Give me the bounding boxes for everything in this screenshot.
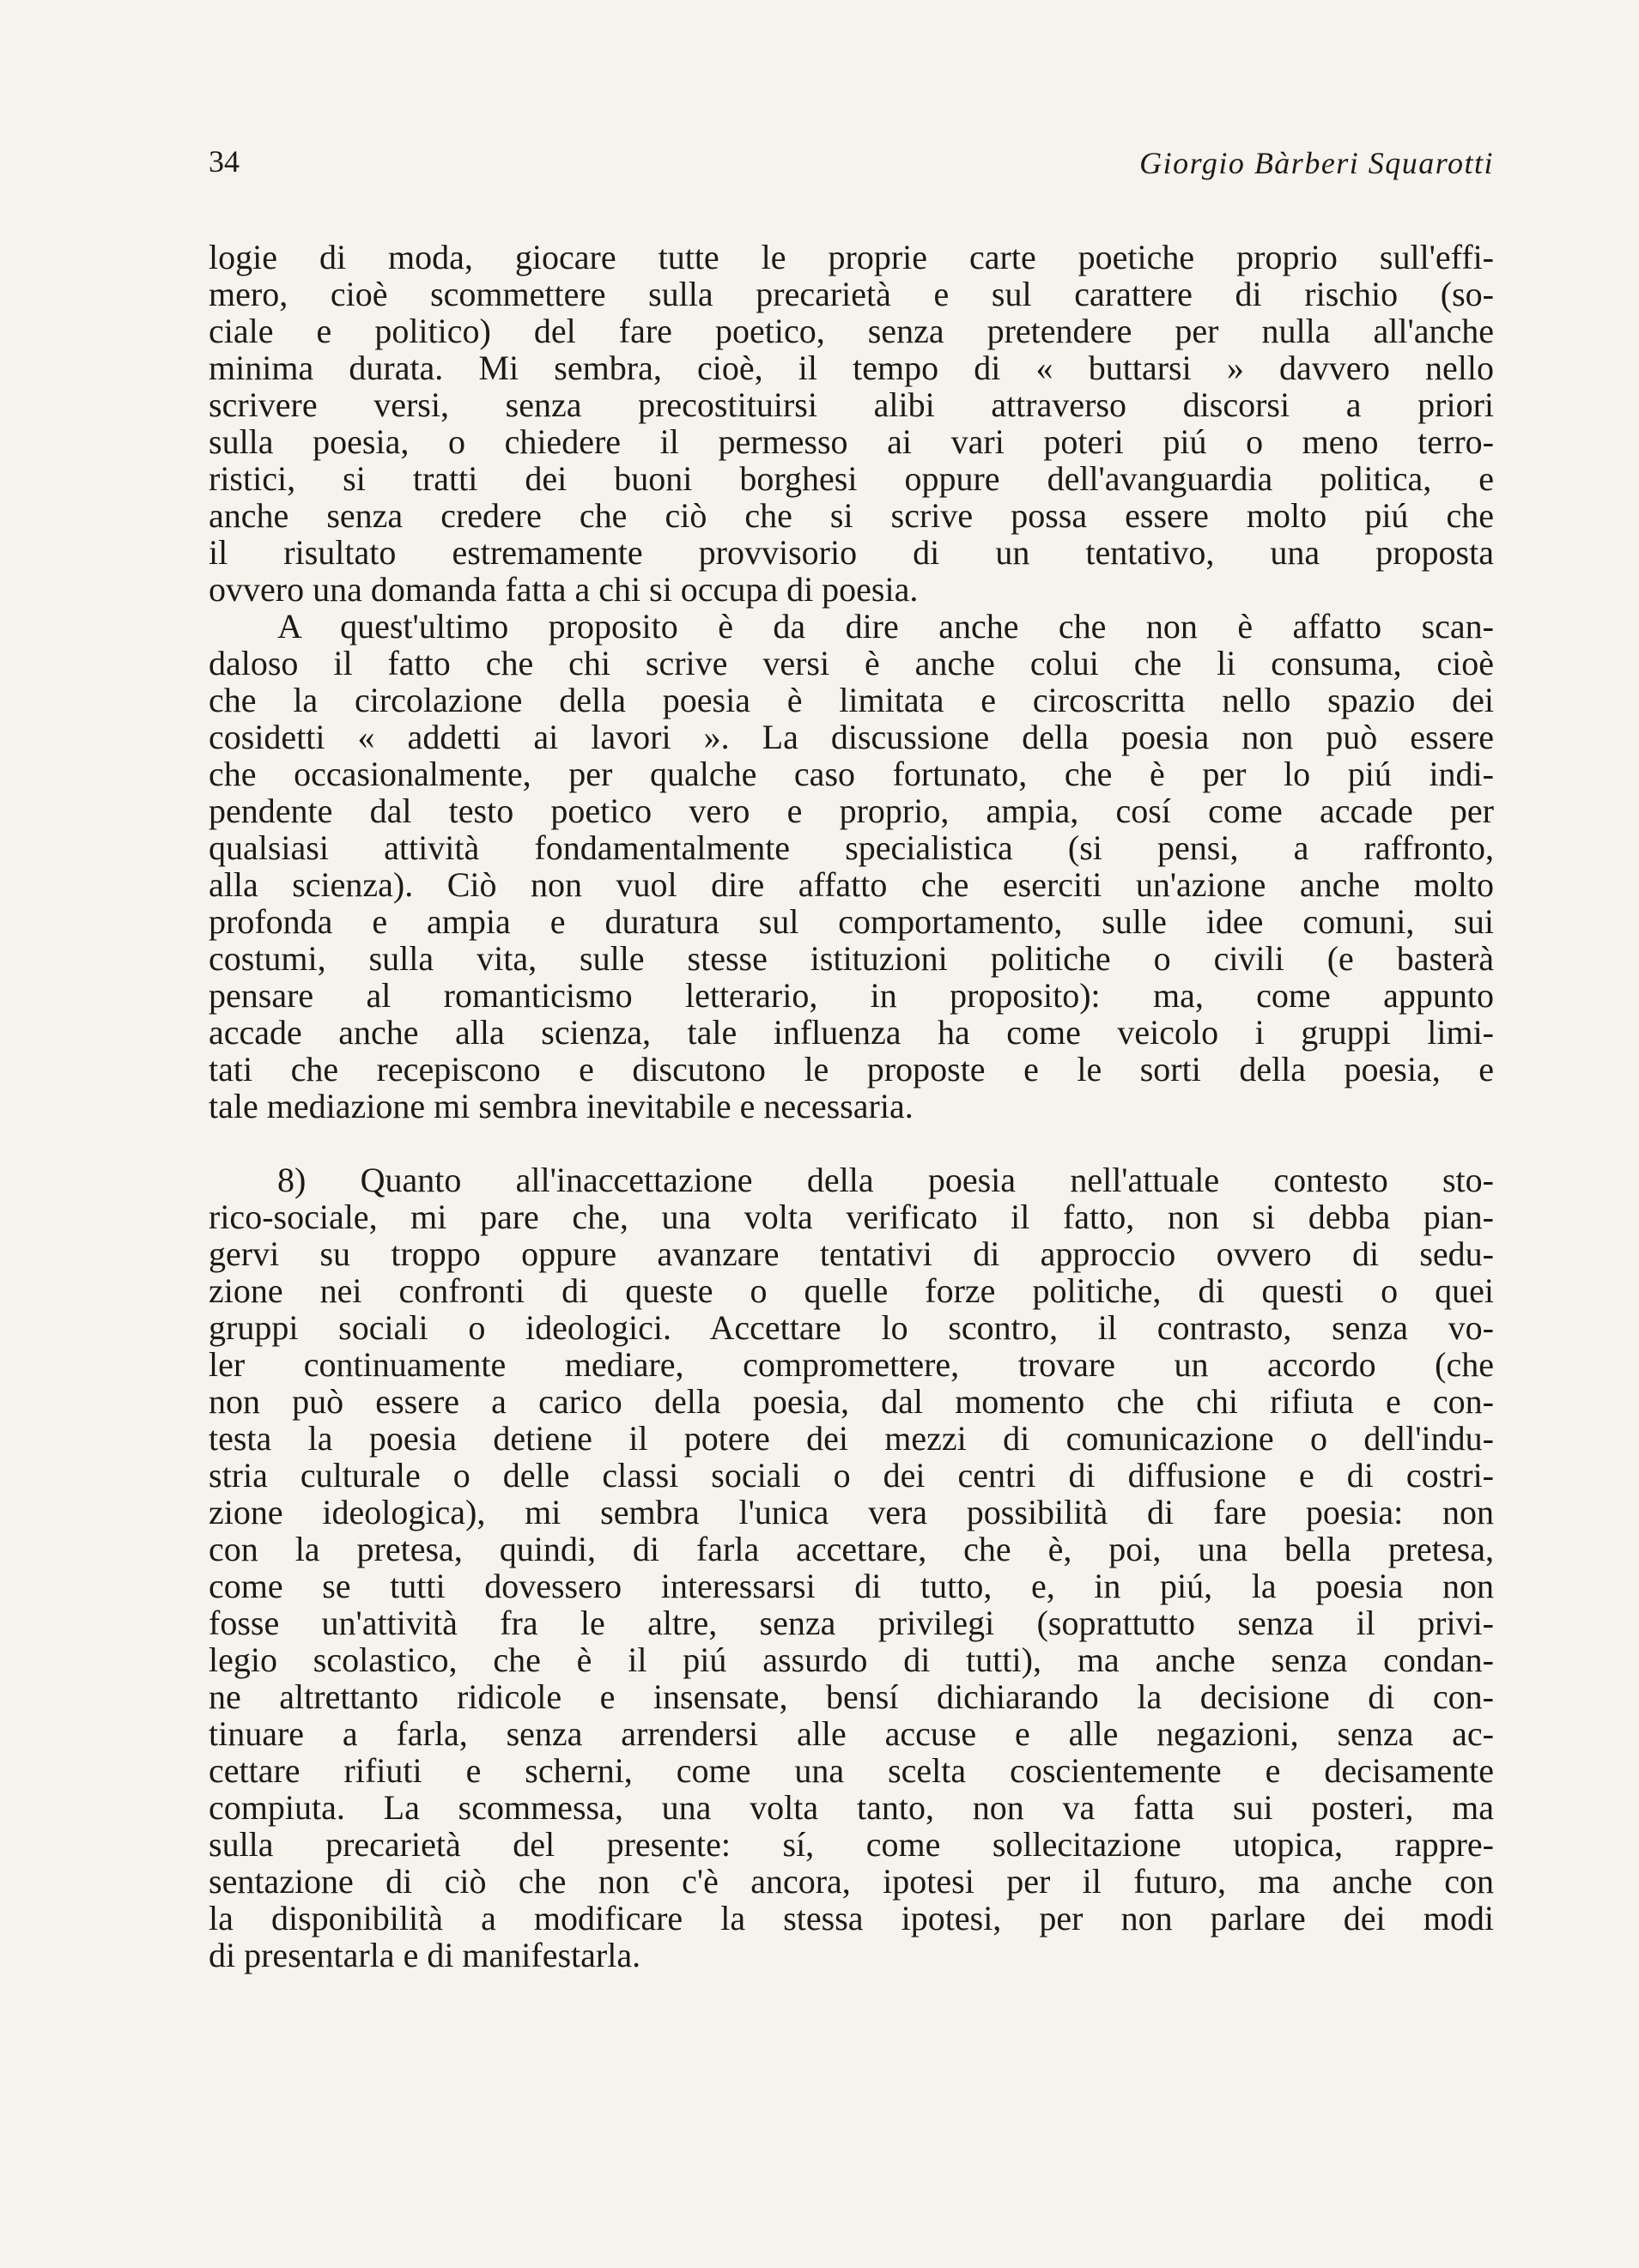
text-line: compiuta. La scommessa, una volta tanto, non va fatta sui posteri, ma: [209, 1788, 1494, 1827]
text-line: gruppi sociali o ideologici. Accettare lo scontro, il contrasto, senza vo-: [209, 1308, 1494, 1347]
text-line: costumi, sulla vita, sulle stesse istituzioni politiche o civili (e basterà: [209, 939, 1494, 978]
paragraph: [209, 1161, 1494, 1974]
text-line: rico-sociale, mi pare che, una volta verificato il fatto, non si debba pian-: [209, 1198, 1494, 1236]
text-line: tale mediazione mi sembra inevitabile e necessaria.: [209, 1087, 914, 1125]
text-line: ler continuamente mediare, compromettere, trovare un accordo (che: [209, 1345, 1494, 1384]
text-line: che occasionalmente, per qualche caso fortunato, che è per lo piú indi-: [209, 755, 1494, 793]
text-line: alla scienza). Ciò non vuol dire affatto che eserciti un'azione anche molto: [209, 865, 1494, 904]
text-line: pensare al romanticismo letterario, in proposito): ma, come appunto: [209, 976, 1494, 1015]
text-line: ciale e politico) del fare poetico, senza pretendere per nulla all'anche: [209, 312, 1494, 350]
text-line: tati che recepiscono e discutono le proposte e le sorti della poesia, e: [209, 1050, 1494, 1089]
text-line: zione nei confronti di queste o quelle forze politiche, di questi o quei: [209, 1271, 1494, 1310]
page-number: 34: [209, 144, 240, 179]
text-line: A quest'ultimo proposito è da dire anche che non è affatto scan-: [277, 607, 1494, 646]
text-line: profonda e ampia e duratura sul comportamento, sulle idee comuni, sui: [209, 902, 1494, 941]
running-title: Giorgio Bàrberi Squarotti: [1139, 146, 1494, 180]
text-line: zione ideologica), mi sembra l'unica vera possibilità di fare poesia: non: [209, 1493, 1494, 1531]
text-line: pendente dal testo poetico vero e proprio, ampia, cosí come accade per: [209, 791, 1494, 830]
text-line: mero, cioè scommettere sulla precarietà e sul carattere di rischio (so-: [209, 275, 1494, 313]
text-line: il risultato estremamente provvisorio di un tentativo, una proposta: [209, 533, 1494, 572]
text-line: sulla poesia, o chiedere il permesso ai vari poteri piú o meno terro-: [209, 422, 1494, 461]
text-line: accade anche alla scienza, tale influenza ha come veicolo i gruppi limi-: [209, 1013, 1494, 1052]
paragraph: [209, 608, 1494, 1125]
text-line: sulla precarietà del presente: sí, come sollecitazione utopica, rappre-: [209, 1825, 1494, 1864]
text-line: cettare rifiuti e scherni, come una scelta coscientemente e decisamente: [209, 1751, 1494, 1790]
paragraph: [209, 239, 1494, 608]
text-line: cosidetti « addetti ai lavori ». La discussione della poesia non può essere: [209, 718, 1494, 756]
text-line: ovvero una domanda fatta a chi si occupa di poesia.: [209, 570, 919, 609]
text-line: qualsiasi attività fondamentalmente specialistica (si pensi, a raffronto,: [209, 828, 1494, 867]
text-line: 8) Quanto all'inaccettazione della poesia nell'attuale contesto sto-: [277, 1161, 1494, 1199]
text-line: testa la poesia detiene il potere dei mezzi di comunicazione o dell'indu-: [209, 1419, 1494, 1458]
running-head: [209, 144, 1494, 196]
text-line: anche senza credere che ciò che si scrive possa essere molto piú che: [209, 496, 1494, 535]
text-line: stria culturale o delle classi sociali o dei centri di diffusione e di costri-: [209, 1456, 1494, 1495]
text-line: sentazione di ciò che non c'è ancora, ipotesi per il futuro, ma anche con: [209, 1862, 1494, 1901]
text-line: minima durata. Mi sembra, cioè, il tempo di « buttarsi » davvero nello: [209, 349, 1494, 387]
text-line: che la circolazione della poesia è limitata e circoscritta nello spazio dei: [209, 681, 1494, 719]
body-text: [209, 239, 1494, 1974]
text-line: come se tutti dovessero interessarsi di tutto, e, in piú, la poesia non: [209, 1567, 1494, 1605]
text-line: di presentarla e di manifestarla.: [209, 1936, 641, 1974]
text-line: tinuare a farla, senza arrendersi alle accuse e alle negazioni, senza ac-: [209, 1714, 1494, 1753]
text-line: logie di moda, giocare tutte le proprie carte poetiche proprio sull'effi-: [209, 238, 1494, 276]
text-line: gervi su troppo oppure avanzare tentativi di approccio ovvero di sedu-: [209, 1234, 1494, 1273]
text-line: fosse un'attività fra le altre, senza privilegi (soprattutto senza il privi-: [209, 1604, 1494, 1642]
text-line: con la pretesa, quindi, di farla accettare, che è, poi, una bella pretesa,: [209, 1530, 1494, 1568]
text-line: ne altrettanto ridicole e insensate, bensí dichiarando la decisione di con-: [209, 1677, 1494, 1716]
text-line: daloso il fatto che chi scrive versi è anche colui che li consuma, cioè: [209, 644, 1494, 682]
text-line: non può essere a carico della poesia, dal momento che chi rifiuta e con-: [209, 1382, 1494, 1421]
text-line: la disponibilità a modificare la stessa ipotesi, per non parlare dei modi: [209, 1899, 1494, 1938]
text-line: legio scolastico, che è il piú assurdo di tutti), ma anche senza condan-: [209, 1640, 1494, 1679]
text-line: scrivere versi, senza precostituirsi alibi attraverso discorsi a priori: [209, 385, 1494, 424]
text-line: ristici, si tratti dei buoni borghesi oppure dell'avanguardia politica, e: [209, 459, 1494, 498]
